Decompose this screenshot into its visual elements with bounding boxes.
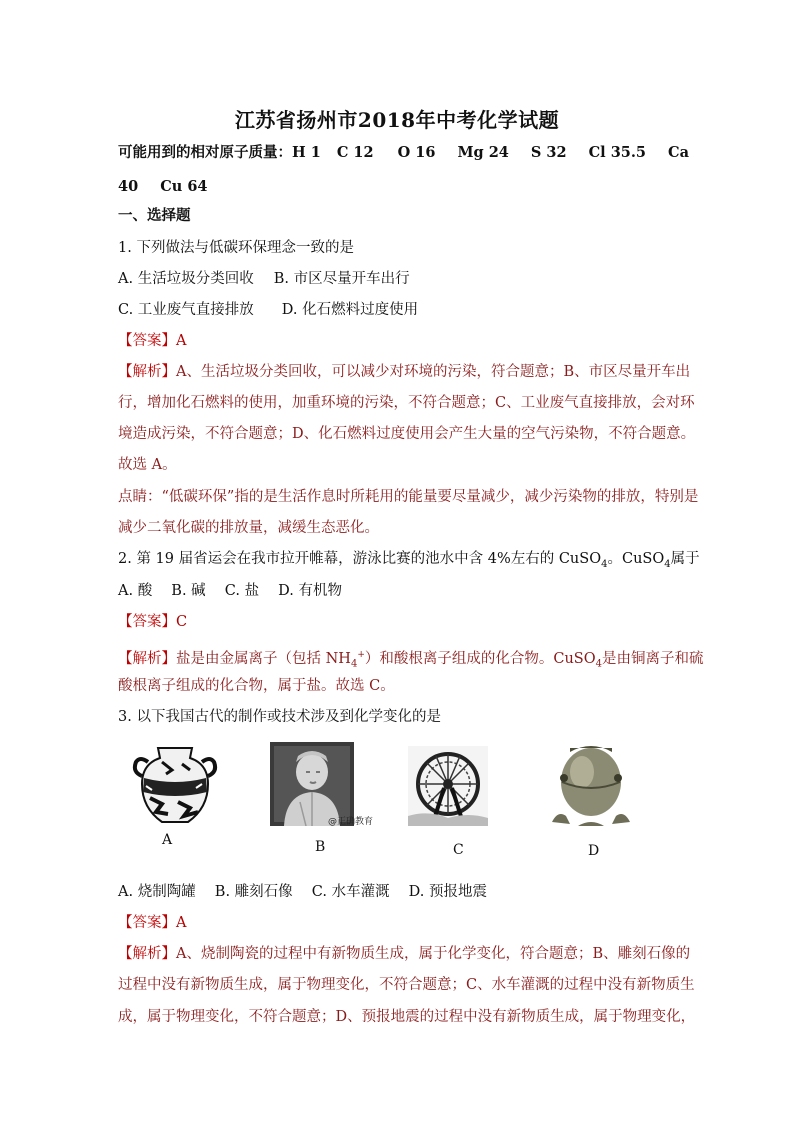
q1-analysis-l4: 故选 A。 <box>118 457 177 473</box>
q1-tip-l2: 减少二氧化碳的排放量，减缓生态恶化。 <box>118 520 379 536</box>
section-heading: 一、选择题 <box>118 207 191 224</box>
q3-answer <box>118 913 688 933</box>
q2-stem-c: 属于 <box>670 551 700 567</box>
q1-answer <box>118 331 688 351</box>
image-label-d: D <box>588 843 600 859</box>
q3-analysis-label: 【解析】 <box>118 946 176 962</box>
q1-options-row2 <box>118 300 688 320</box>
water-wheel-image <box>408 746 488 826</box>
q1-analysis-l1 <box>118 362 691 382</box>
q1-option-b: B. 市区尽量开车出行 <box>273 271 410 287</box>
atomic-mg: Mg 24 <box>457 144 509 161</box>
image-label-c: C <box>453 842 464 858</box>
q2-sub-2: 4 <box>664 558 671 570</box>
q2-answer-label: 【答案】 <box>118 614 176 630</box>
q2-analysis-sub-2: 4 <box>595 658 603 670</box>
q2-stem <box>118 549 700 575</box>
atomic-s: S 32 <box>530 144 567 161</box>
q2-answer <box>118 612 688 632</box>
q3-stem: 3. 以下我国古代的制作或技术涉及到化学变化的是 <box>118 709 441 725</box>
q3-options: A. 烧制陶罐 B. 雕刻石像 C. 水车灌溉 D. 预报地震 <box>118 884 488 900</box>
q1-analysis-l2: 行，增加化石燃料的使用，加重环境的污染，不符合题意；C、工业废气直接排放，会对环 <box>118 395 695 411</box>
q2-stem-a: 2. 第 19 届省运会在我市拉开帷幕，游泳比赛的池水中含 4%左右的 CuSO <box>118 551 602 567</box>
q2-analysis-l1 <box>118 645 704 675</box>
q2-analysis-sub: 4 <box>350 658 358 670</box>
q1-analysis-l3: 境造成污染，不符合题意；D、化石燃料过度使用会产生大量的空气污染物，不符合题意。 <box>118 426 696 442</box>
q1-answer-label: 【答案】 <box>118 333 176 349</box>
q1-options-row1 <box>118 269 688 289</box>
atomic-cl: Cl 35.5 <box>588 144 647 161</box>
q2-analysis-l2: 酸根离子组成的化合物，属于盐。故选 C。 <box>118 678 395 694</box>
atomic-ca-value: 40 <box>118 178 139 195</box>
seismoscope-image <box>548 742 634 830</box>
q2-analysis-a: 盐是由金属离子（包括 NH <box>176 650 351 667</box>
atomic-c: C 12 <box>336 144 374 161</box>
q3-analysis-l2: 过程中没有新物质生成，属于物理变化，不符合题意；C、水车灌溉的过程中没有新物质生 <box>118 977 695 993</box>
q3-analysis-text-1: A、烧制陶瓷的过程中有新物质生成，属于化学变化，符合题意；B、雕刻石像的 <box>176 946 691 962</box>
image-label-a: A <box>162 832 173 848</box>
q3-answer-value: A <box>176 915 187 931</box>
watermark-text: @正确教育 <box>328 817 374 827</box>
atomic-mass-line <box>118 143 688 163</box>
atomic-mass-line-2 <box>118 177 688 197</box>
q2-analysis-label: 【解析】 <box>118 650 176 667</box>
q2-analysis-b: ）和酸根离子组成的化合物。CuSO <box>364 650 596 667</box>
q1-option-a: A. 生活垃圾分类回收 <box>118 271 254 287</box>
q2-stem-b: 。CuSO <box>607 551 665 567</box>
atomic-mass-label: 可能用到的相对原子质量： <box>118 144 292 161</box>
image-label-b: B <box>315 839 326 855</box>
q1-stem: 1. 下列做法与低碳环保理念一致的是 <box>118 240 354 256</box>
page-title: 江苏省扬州市2018年中考化学试题 <box>234 108 560 132</box>
atomic-o: O 16 <box>397 144 436 161</box>
q2-analysis-c: 是由铜离子和硫 <box>602 650 704 667</box>
q3-images <box>0 742 794 862</box>
pottery-jar-image <box>132 742 218 828</box>
q1-tip-l1: 点睛：“低碳环保”指的是生活作息时所耗用的能量要尽量减少，减少污染物的排放，特别是 <box>118 489 699 505</box>
q3-analysis-l3: 成，属于物理变化，不符合题意；D、预报地震的过程中没有新物质生成，属于物理变化， <box>118 1009 696 1025</box>
q2-analysis-sup: + <box>357 650 365 660</box>
q3-answer-label: 【答案】 <box>118 915 176 931</box>
q1-answer-value: A <box>176 333 187 349</box>
q1-analysis-label: 【解析】 <box>118 364 176 380</box>
q3-analysis-l1 <box>118 944 691 964</box>
atomic-h: H 1 <box>292 144 321 161</box>
q2-sub-1: 4 <box>601 558 608 570</box>
q2-answer-value: C <box>176 614 188 630</box>
q1-analysis-text-1: A、生活垃圾分类回收，可以减少对环境的污染，符合题意；B、市区尽量开车出 <box>176 364 691 380</box>
q2-options: A. 酸 B. 碱 C. 盐 D. 有机物 <box>118 583 343 599</box>
atomic-cu: Cu 64 <box>160 178 208 195</box>
q1-option-d: D. 化石燃料过度使用 <box>281 302 419 318</box>
atomic-ca: Ca <box>668 144 689 161</box>
q1-option-c: C. 工业废气直接排放 <box>118 302 254 318</box>
